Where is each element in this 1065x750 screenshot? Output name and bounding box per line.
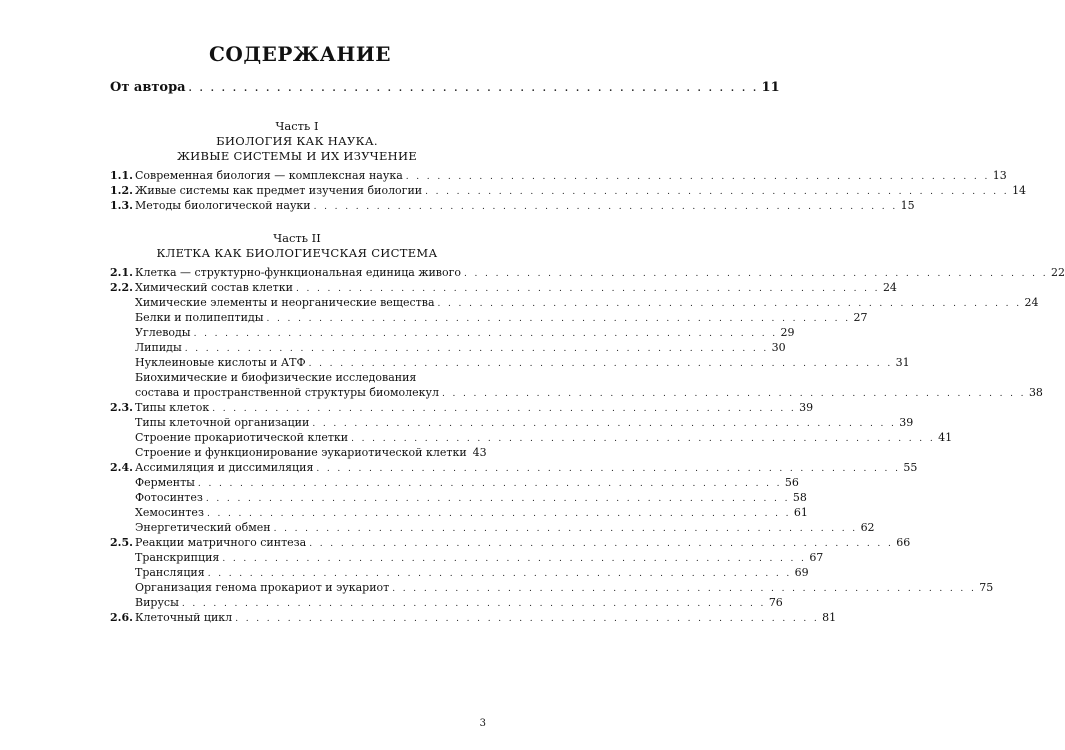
leader-dots: . . . . . . . . . . . . . . . . . . . . . . . . . . . . . . . . . . . . . . . . . . . . . . . . . . . . . . . . (313, 202, 898, 212)
toc-entry[interactable] (110, 595, 783, 610)
leader-dots: . . . . . . . . . . . . . . . . . . . . . . . . . . . . . . . . . . . . . . . . . . . . . . . . . . . . . . . . (205, 494, 790, 504)
toc-entry-number: 2.1. (110, 266, 133, 279)
toc-entry-label: Современная биология — комплексная наука (135, 169, 403, 182)
part-entries (110, 168, 1027, 213)
toc-entry-label: Хемосинтез (135, 506, 204, 519)
toc-entry-number: 1.2. (110, 184, 133, 197)
toc-entry-label: Методы биологической науки (135, 199, 311, 212)
toc-entry-label: Строение и функционирование эукариотической клетки (135, 446, 467, 459)
leader-dots: . . . . . . . . . . . . . . . . . . . . . . . . . . . . . . . . . . . . . . . . . . . . . . . . . . . . . . . . (392, 584, 977, 594)
toc-entry-page: 43 (472, 446, 487, 459)
toc-entry-label: Живые системы как предмет изучения биологии (135, 184, 423, 197)
page-title: СОДЕРЖАНИЕ (209, 42, 391, 66)
toc-entry-label: Химический состав клетки (135, 281, 293, 294)
toc-entry-page: 69 (794, 566, 809, 579)
toc-entry[interactable] (110, 340, 786, 355)
toc-entry-page: 29 (780, 326, 795, 339)
toc-entry-label: Белки и полипептиды (135, 311, 264, 324)
toc-entry[interactable] (110, 280, 897, 295)
part-entries (110, 265, 1065, 625)
part-title: БИОЛОГИЯ КАК НАУКА. (216, 134, 378, 148)
toc-entry[interactable] (110, 505, 808, 520)
leader-dots: . . . . . . . . . . . . . . . . . . . . . . . . . . . . . . . . . . . . . . . . . . . . . . . . . . . . . . . . (309, 539, 894, 549)
toc-entry-label: Реакции матричного синтеза (135, 536, 307, 549)
toc-entry-label: Ферменты (135, 476, 195, 489)
toc-entry-label: Строение прокариотической клетки (135, 431, 349, 444)
toc-entry-page: 39 (899, 416, 914, 429)
toc-entry-page: 24 (882, 281, 897, 294)
toc-entry-number: 1.1. (110, 169, 133, 182)
toc-entry[interactable] (110, 400, 814, 415)
toc-entry[interactable] (110, 310, 868, 325)
toc-entry-author[interactable] (110, 79, 780, 97)
toc-entry-page: 67 (809, 551, 824, 564)
leader-dots: . . . . . . . . . . . . . . . . . . . . . . . . . . . . . . . . . . . . . . . . . . . . . . . . . . . . . . . . (308, 359, 893, 369)
toc-entry-page: 27 (853, 311, 868, 324)
part-label: Часть I (275, 119, 319, 133)
toc-entry-page: 56 (784, 476, 799, 489)
toc-entry-label: От автора (110, 80, 186, 95)
toc-entry-label: Клетка — структурно-функциональная единица живого (135, 266, 461, 279)
toc-entry[interactable] (110, 535, 911, 550)
toc-entry-label-line: Биохимические и биофизические исследования (135, 371, 417, 384)
toc-entry-page: 81 (822, 611, 837, 624)
toc-entry-label: Ассимиляция и диссимиляция (135, 461, 314, 474)
toc-entry-page: 61 (793, 506, 808, 519)
leader-dots: . . . . . . . . . . . . . . . . . . . . . . . . . . . . . . . . . . . . . . . . . . . . . . . . . . . . (188, 84, 759, 94)
toc-entry-label: Типы клеточной организации (135, 416, 310, 429)
toc-entry[interactable] (110, 565, 809, 580)
leader-dots: . . . . . . . . . . . . . . . . . . . . . . . . . . . . . . . . . . . . . . . . . . . . . . . . . . . . . . . . (312, 419, 897, 429)
toc-entry-number: 2.3. (110, 401, 133, 414)
leader-dots: . . . . . . . . . . . . . . . . . . . . . . . . . . . . . . . . . . . . . . . . . . . . . . . . . . . . . . . . (441, 389, 1026, 399)
toc-entry[interactable] (110, 385, 1043, 400)
toc-entry-number: 1.3. (110, 199, 133, 212)
toc-entry-page: 14 (1012, 184, 1027, 197)
leader-dots: . . . . . . . . . . . . . . . . . . . . . . . . . . . . . . . . . . . . . . . . . . . . . . . . . . . . . . . . (212, 404, 797, 414)
leader-dots: . . . . . . . . . . . . . . . . . . . . . . . . . . . . . . . . . . . . . . . . . . . . . . . . . . . . . . . . (206, 509, 791, 519)
part-title: ЖИВЫЕ СИСТЕМЫ И ИХ ИЗУЧЕНИЕ (176, 149, 418, 163)
leader-dots: . . . . . . . . . . . . . . . . . . . . . . . . . . . . . . . . . . . . . . . . . . . . . . . . . . . . . . . . (235, 614, 820, 624)
page-number: 3 (479, 718, 486, 729)
leader-dots: . . . . . . . . . . . . . . . . . . . . . . . . . . . . . . . . . . . . . . . . . . . . . . . . . . . . . . . . (184, 344, 769, 354)
leader-dots: . . . . . . . . . . . . . . . . . . . . . . . . . . . . . . . . . . . . . . . . . . . . . . . . . . . . . . . . (316, 464, 901, 474)
table-of-contents (110, 79, 1065, 625)
toc-entry[interactable] (110, 325, 795, 340)
toc-entry[interactable] (110, 430, 953, 445)
toc-entry[interactable] (110, 168, 1007, 183)
toc-entry[interactable] (110, 475, 799, 490)
toc-entry[interactable] (110, 265, 1065, 280)
toc-entry-label: Нуклеиновые кислоты и АТФ (135, 356, 306, 369)
toc-entry-page: 39 (799, 401, 814, 414)
toc-entry-label: Фотосинтез (135, 491, 203, 504)
leader-dots: . . . . . . . . . . . . . . . . . . . . . . . . . . . . . . . . . . . . . . . . . . . . . . . . . . . . . . . . (222, 554, 807, 564)
toc-entry-label: Липиды (135, 341, 182, 354)
toc-entry-page: 38 (1028, 386, 1043, 399)
toc-entry-label: Клеточный цикл (135, 611, 233, 624)
toc-entry-page: 24 (1024, 296, 1039, 309)
toc-entry-label: состава и пространственной структуры биомолекул (135, 386, 439, 399)
toc-entry-page: 30 (771, 341, 786, 354)
toc-entry[interactable] (110, 295, 1039, 310)
toc-entry[interactable] (110, 520, 875, 535)
toc-entry-number: 2.4. (110, 461, 133, 474)
toc-entry[interactable] (110, 490, 807, 505)
toc-entry-page: 66 (896, 536, 911, 549)
leader-dots: . . . . . . . . . . . . . . . . . . . . . . . . . . . . . . . . . . . . . . . . . . . . . . . . . . . . . . . . (266, 314, 851, 324)
toc-entry-page: 15 (900, 199, 915, 212)
toc-entry[interactable] (110, 445, 487, 460)
leader-dots: . . . . . . . . . . . . . . . . . . . . . . . . . . . . . . . . . . . . . . . . . . . . . . . . . . . . . . . . (181, 599, 766, 609)
leader-dots: . . . . . . . . . . . . . . . . . . . . . . . . . . . . . . . . . . . . . . . . . . . . . . . . . . . . . . . . (295, 284, 880, 294)
toc-entry[interactable] (110, 355, 910, 370)
toc-entry-page: 58 (792, 491, 807, 504)
toc-entry-label: Организация генома прокариот и эукариот (135, 581, 390, 594)
part-title: КЛЕТКА КАК БИОЛОГИЕЧСКАЯ СИСТЕМА (156, 246, 438, 260)
toc-entry-label: Транскрипция (135, 551, 220, 564)
leader-dots: . . . . . . . . . . . . . . . . . . . . . . . . . . . . . . . . . . . . . . . . . . . . . . . . . . . . . . . . (193, 329, 778, 339)
toc-entry[interactable] (110, 610, 837, 625)
toc-entry-page: 75 (979, 581, 994, 594)
part-label: Часть II (273, 231, 321, 245)
toc-entry-page: 31 (895, 356, 910, 369)
leader-dots: . . . . . . . . . . . . . . . . . . . . . . . . . . . . . . . . . . . . . . . . . . . . . . . . . . . . . . . . (437, 299, 1022, 309)
leader-dots: . . . . . . . . . . . . . . . . . . . . . . . . . . . . . . . . . . . . . . . . . . . . . . . . . . . . . . . . (351, 434, 936, 444)
toc-entry-label: Углеводы (135, 326, 191, 339)
toc-entry[interactable] (110, 580, 994, 595)
toc-entry[interactable] (110, 550, 824, 565)
toc-entry[interactable] (110, 460, 918, 475)
toc-entry-page: 13 (992, 169, 1007, 182)
toc-entry-number: 2.5. (110, 536, 133, 549)
toc-entry[interactable] (110, 415, 914, 430)
toc-entry-page: 22 (1050, 266, 1065, 279)
toc-entry-label: Вирусы (135, 596, 179, 609)
toc-entry-label: Типы клеток (135, 401, 210, 414)
toc-entry-number: 2.6. (110, 611, 133, 624)
leader-dots: . . . . . . . . . . . . . . . . . . . . . . . . . . . . . . . . . . . . . . . . . . . . . . . . . . . . . . . . (425, 187, 1010, 197)
leader-dots: . . . . . . . . . . . . . . . . . . . . . . . . . . . . . . . . . . . . . . . . . . . . . . . . . . . . . . . . (273, 524, 858, 534)
toc-entry-number: 2.2. (110, 281, 133, 294)
toc-entry-page: 76 (768, 596, 783, 609)
leader-dots: . . . . . . . . . . . . . . . . . . . . . . . . . . . . . . . . . . . . . . . . . . . . . . . . . . . . . . . . (207, 569, 792, 579)
toc-entry[interactable] (110, 183, 1027, 198)
toc-entry-label: Трансляция (135, 566, 205, 579)
toc-entry-label: Химические элементы и неорганические вещества (135, 296, 435, 309)
leader-dots: . . . . . . . . . . . . . . . . . . . . . . . . . . . . . . . . . . . . . . . . . . . . . . . . . . . . . . . . (464, 269, 1048, 279)
toc-entry-page: 41 (938, 431, 953, 444)
toc-entry-page: 62 (860, 521, 875, 534)
leader-dots: . . . . . . . . . . . . . . . . . . . . . . . . . . . . . . . . . . . . . . . . . . . . . . . . . . . . . . . . (197, 479, 782, 489)
leader-dots: . . . . . . . . . . . . . . . . . . . . . . . . . . . . . . . . . . . . . . . . . . . . . . . . . . . . . . . . (405, 172, 990, 182)
toc-entry-page: 55 (903, 461, 918, 474)
toc-entry-page: 11 (761, 80, 780, 95)
toc-entry[interactable] (110, 198, 915, 213)
toc-entry-label: Энергетический обмен (135, 521, 271, 534)
